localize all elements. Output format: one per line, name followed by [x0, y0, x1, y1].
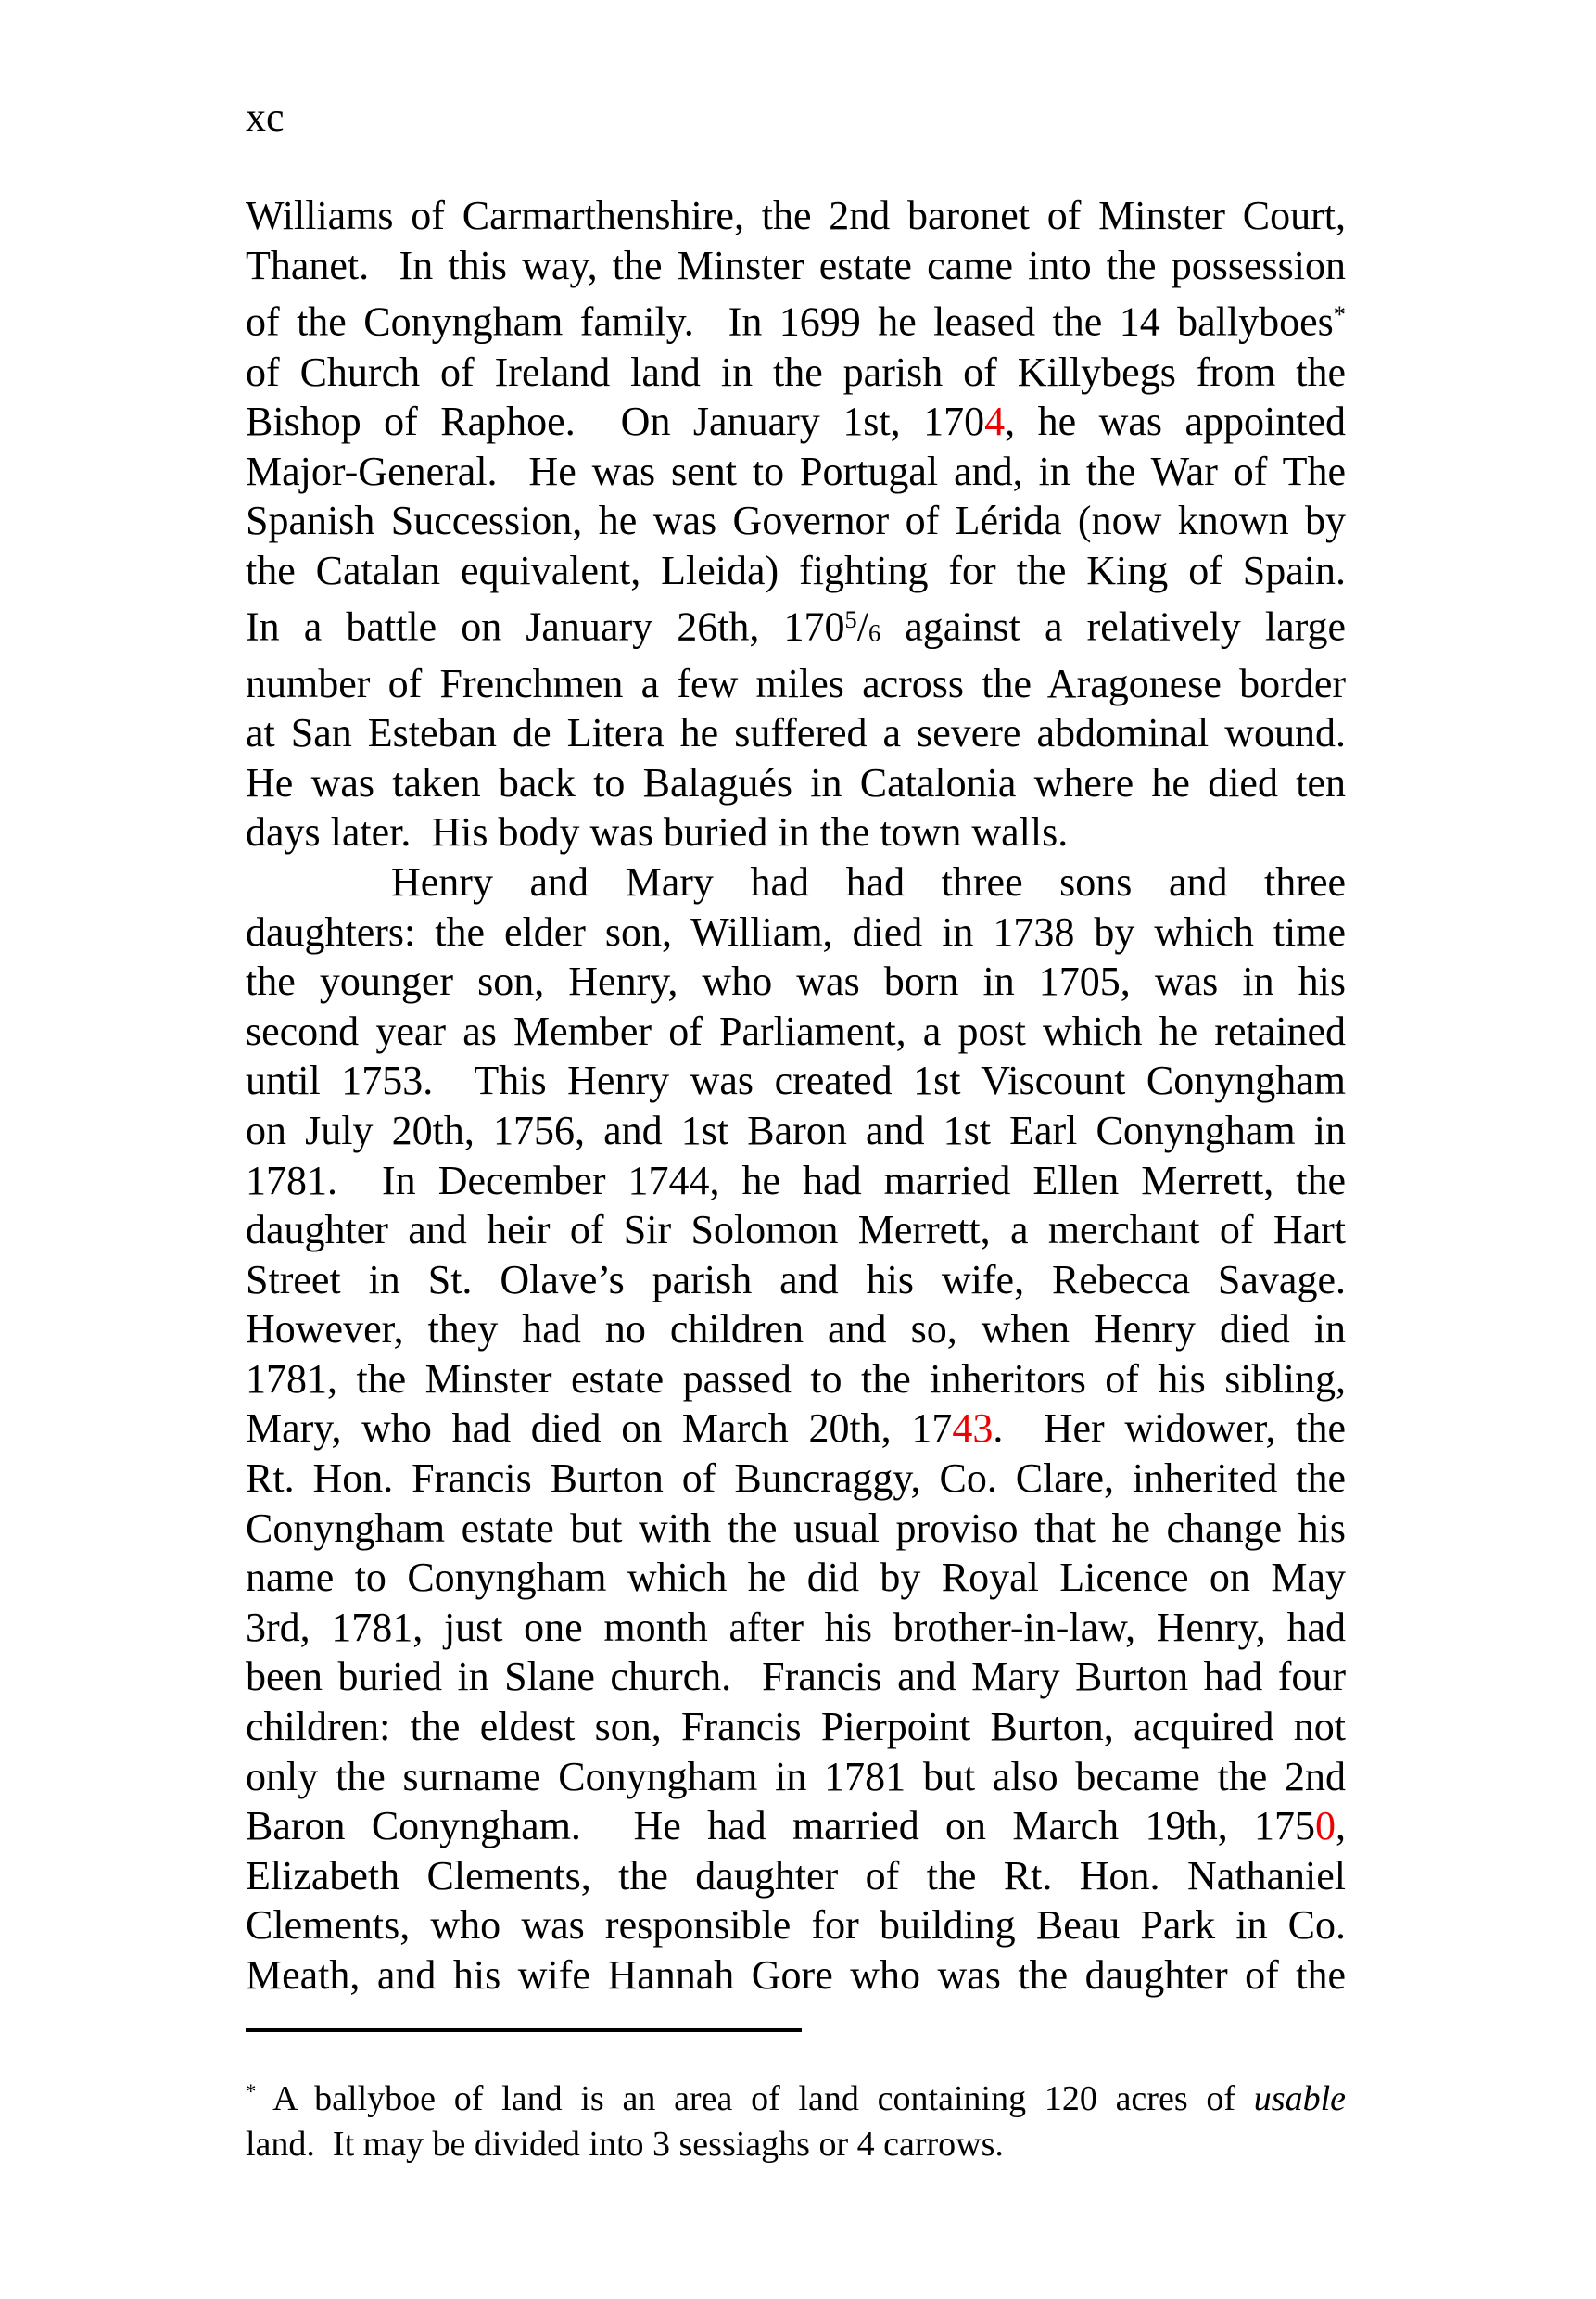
text-line — [246, 1106, 1346, 1156]
text-segment: However, they had no children and so, when Henry died in — [246, 1306, 1346, 1353]
text-line — [246, 659, 1346, 709]
text-segment: Williams of Carmarthenshire, the 2nd baronet of Minster Court, — [246, 193, 1346, 238]
text-segment: 1781. In December 1744, he had married Ellen Merrett, the — [246, 1157, 1346, 1203]
text-segment: / — [856, 604, 868, 651]
text-segment: Clements, who was responsible for building Beau Park in Co. — [246, 1902, 1346, 1949]
text-line — [246, 191, 1346, 241]
text-line — [246, 1255, 1346, 1305]
text-segment: 3rd, 1781, just one month after his brother-in-law, Henry, had — [246, 1604, 1346, 1650]
text-line — [246, 1950, 1346, 2001]
text-segment: Spanish Succession, he was Governor of Lérida (now known by — [246, 498, 1346, 544]
text-segment: , he was appointed — [1005, 399, 1347, 445]
text-segment: In a battle on January 26th, 170 — [246, 604, 845, 651]
text-line — [246, 290, 1346, 347]
text-segment: second year as Member of Parliament, a post which he retained — [246, 1008, 1346, 1054]
text-line — [246, 1900, 1346, 1950]
text-segment: at San Esteban de Litera he suffered a severe abdominal wound. — [246, 710, 1346, 756]
text-segment: name to Conyngham which he did by Royal Licence on May — [246, 1555, 1346, 1601]
text-segment: Bishop of Raphoe. On January 1st, 170 — [246, 399, 985, 445]
text-segment: until 1753. This Henry was created 1st Viscount Conyngham — [246, 1058, 1346, 1104]
text-segment: the Catalan equivalent, Lleida) fighting for the King of Spain. — [246, 547, 1346, 593]
text-line — [246, 546, 1346, 596]
text-segment: Meath, and his wife Hannah Gore who was the daughter of the — [246, 1952, 1346, 1998]
text-line — [246, 1205, 1346, 1255]
text-segment: , — [1336, 1803, 1346, 1849]
text-line — [246, 2121, 1346, 2167]
text-segment: of Church of Ireland land in the parish of Killybegs from the — [246, 349, 1346, 395]
text-segment: He was taken back to Balagués in Catalonia where he died ten — [246, 759, 1346, 806]
text-segment: days later. His body was buried in the town walls. — [246, 809, 1069, 856]
text-line — [246, 1652, 1346, 1702]
text-line — [246, 1056, 1346, 1106]
text-segment: Street in St. Olave’s parish and his wife, Rebecca Savage. — [246, 1256, 1346, 1302]
text-line — [246, 857, 1346, 908]
text-segment: Thanet. In this way, the Minster estate came into the possession — [246, 242, 1346, 288]
text-segment: land. It may be divided into 3 sessiaghs or 4 carrows. — [246, 2125, 1004, 2165]
text-line — [246, 1007, 1346, 1057]
text-segment: on July 20th, 1756, and 1st Baron and 1st Earl Conyngham in — [246, 1107, 1346, 1153]
text-segment: Rt. Hon. Francis Burton of Buncraggy, Co. Clare, inherited the — [246, 1455, 1346, 1502]
highlighted-red-text: 4 — [984, 399, 1006, 445]
text-line — [246, 807, 1346, 857]
text-line — [246, 348, 1346, 398]
text-line — [246, 1156, 1346, 1206]
text-line — [246, 447, 1346, 497]
text-line — [246, 1702, 1346, 1752]
superscript-text: * — [246, 2079, 257, 2103]
italic-text: usable — [1253, 2078, 1346, 2118]
text-segment: Mary, who had died on March 20th, 17 — [246, 1405, 953, 1452]
text-line — [246, 1801, 1346, 1851]
text-segment: Conyngham estate but with the usual proviso that he change his — [246, 1505, 1346, 1551]
page-number: xc — [246, 95, 285, 140]
text-segment: daughters: the elder son, William, died in 1738 by which time — [246, 908, 1346, 955]
text-segment: A ballyboe of land is an area of land containing 120 acres of — [256, 2078, 1254, 2118]
text-line — [246, 397, 1346, 447]
text-segment: of the Conyngham family. In 1699 he leased the 14 ballyboes — [246, 298, 1334, 345]
text-line — [246, 595, 1346, 658]
text-line — [246, 1354, 1346, 1404]
text-segment: 1781, the Minster estate passed to the inheritors of his sibling, — [246, 1355, 1346, 1402]
text-segment: against a relatively large — [880, 604, 1346, 651]
text-segment: children: the eldest son, Francis Pierpoint Burton, acquired not — [246, 1704, 1346, 1750]
superscript-text: 5 — [844, 605, 857, 634]
paragraph — [246, 191, 1346, 857]
text-segment: only the surname Conyngham in 1781 but also became the 2nd — [246, 1753, 1346, 1799]
text-line — [246, 241, 1346, 291]
highlighted-red-text: 43 — [952, 1405, 994, 1452]
text-segment: Major-General. He was sent to Portugal and, in the War of The — [246, 448, 1346, 494]
text-segment: Baron Conyngham. He had married on March 19th, 175 — [246, 1803, 1315, 1849]
subscript-text: 6 — [868, 618, 881, 647]
text-line — [246, 957, 1346, 1007]
text-line — [246, 758, 1346, 808]
body-text — [246, 191, 1346, 2001]
text-segment: number of Frenchmen a few miles across the Aragonese border — [246, 660, 1346, 706]
text-line — [246, 1504, 1346, 1554]
text-line — [246, 2069, 1346, 2122]
text-segment: . Her widower, the — [993, 1405, 1346, 1452]
text-line — [246, 708, 1346, 758]
text-line — [246, 1553, 1346, 1603]
superscript-text: * — [1333, 300, 1346, 329]
text-line — [246, 1304, 1346, 1354]
text-line — [246, 496, 1346, 546]
text-line — [246, 1454, 1346, 1504]
footnote-separator — [246, 2028, 802, 2032]
text-segment: been buried in Slane church. Francis and Mary Burton had four — [246, 1654, 1346, 1700]
text-line — [246, 1851, 1346, 1901]
text-segment: Henry and Mary had had three sons and three — [391, 858, 1346, 905]
text-segment: daughter and heir of Sir Solomon Merrett, a merchant of Hart — [246, 1207, 1346, 1253]
text-line — [246, 1752, 1346, 1802]
text-line — [246, 1404, 1346, 1454]
text-segment: the younger son, Henry, who was born in 1705, was in his — [246, 959, 1346, 1005]
highlighted-red-text: 0 — [1315, 1803, 1336, 1849]
footnote — [246, 2069, 1346, 2168]
text-line — [246, 908, 1346, 958]
text-line — [246, 1603, 1346, 1653]
paragraph — [246, 857, 1346, 2001]
text-segment: Elizabeth Clements, the daughter of the Rt. Hon. Nathaniel — [246, 1852, 1346, 1899]
